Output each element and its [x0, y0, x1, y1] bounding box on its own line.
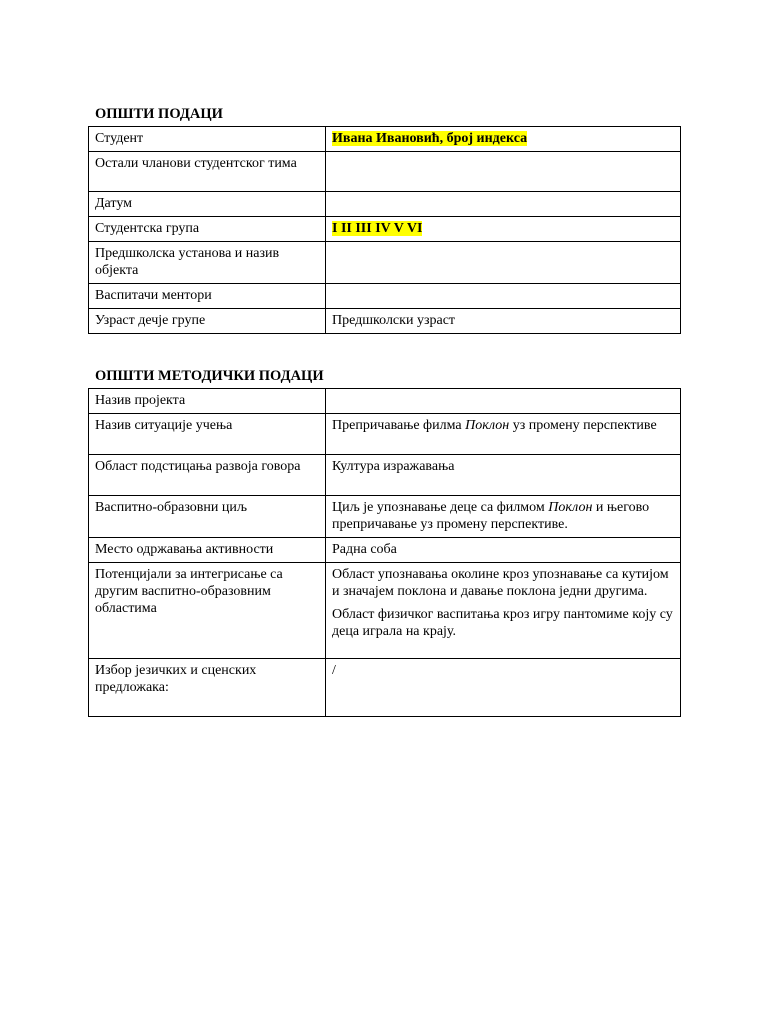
- value-text-after: уз промену перспективе: [509, 418, 657, 433]
- row-label-age-group: Узраст дечје групе: [89, 309, 326, 334]
- table-row: [89, 127, 681, 152]
- row-value-mentors[interactable]: [326, 284, 681, 309]
- row-label-date: Датум: [89, 192, 326, 217]
- row-label-learning-situation: Назив ситуације учења: [89, 414, 326, 455]
- section-title-general: ОПШТИ ПОДАЦИ: [95, 106, 223, 122]
- row-value-integration-potential[interactable]: [326, 563, 681, 659]
- section-title-methodical: ОПШТИ МЕТОДИЧКИ ПОДАЦИ: [95, 368, 324, 384]
- row-value-project-name[interactable]: [326, 389, 681, 414]
- table-row: [89, 242, 681, 284]
- film-title-italic: Поклон: [465, 418, 510, 433]
- general-data-table: [88, 126, 681, 334]
- value-text-before: Циљ је упознавање деце са филмом: [332, 500, 549, 515]
- row-value-date[interactable]: [326, 192, 681, 217]
- row-value-age-group[interactable]: Предшколски узраст: [326, 309, 681, 334]
- integration-paragraph-1: Област упознавања околине кроз упознавање са кутијом и значајем поклона и давање поклона једни другима.: [332, 567, 669, 599]
- row-value-student-group[interactable]: [326, 217, 681, 242]
- highlighted-student-name: Ивана Ивановић, број индекса: [332, 131, 528, 146]
- table-row: [89, 414, 681, 455]
- row-label-student-group: Студентска група: [89, 217, 326, 242]
- table-row: [89, 389, 681, 414]
- row-label-project-name: Назив пројекта: [89, 389, 326, 414]
- table-row: [89, 309, 681, 334]
- table-row: [89, 659, 681, 717]
- row-label-integration-potential: Потенцијали за интегрисање са другим васпитно-образовним областима: [89, 563, 326, 659]
- row-value-team-members[interactable]: [326, 152, 681, 192]
- value-text-after: и његово препричавање уз промену перспективе.: [332, 500, 650, 532]
- table-row: [89, 152, 681, 192]
- row-value-activity-place[interactable]: Радна соба: [326, 538, 681, 563]
- row-label-speech-area: Област подстицања развоја говора: [89, 455, 326, 496]
- row-value-student[interactable]: [326, 127, 681, 152]
- highlighted-group-options: I II III IV V VI: [332, 221, 423, 236]
- film-title-italic: Поклон: [548, 500, 593, 515]
- row-label-institution: Предшколска установа и назив објекта: [89, 242, 326, 284]
- row-value-speech-area[interactable]: Култура изражавања: [326, 455, 681, 496]
- row-value-institution[interactable]: [326, 242, 681, 284]
- row-label-activity-place: Место одржавања активности: [89, 538, 326, 563]
- row-label-templates: Избор језичких и сценских предложака:: [89, 659, 326, 717]
- table-row: [89, 455, 681, 496]
- row-value-learning-situation[interactable]: [326, 414, 681, 455]
- row-label-educational-goal: Васпитно-образовни циљ: [89, 496, 326, 538]
- row-label-student: Студент: [89, 127, 326, 152]
- table-row: [89, 538, 681, 563]
- row-label-team-members: Остали чланови студентског тима: [89, 152, 326, 192]
- value-text-before: Препричавање филма: [332, 418, 466, 433]
- table-row: [89, 563, 681, 659]
- row-label-mentors: Васпитачи ментори: [89, 284, 326, 309]
- integration-paragraph-2: Област физичког васпитања кроз игру пантомиме коју су деца играла на крају.: [332, 607, 673, 639]
- table-row: [89, 217, 681, 242]
- row-value-templates[interactable]: /: [326, 659, 681, 717]
- table-row: [89, 192, 681, 217]
- methodical-data-table: [88, 388, 681, 717]
- row-value-educational-goal[interactable]: [326, 496, 681, 538]
- table-row: [89, 284, 681, 309]
- table-row: [89, 496, 681, 538]
